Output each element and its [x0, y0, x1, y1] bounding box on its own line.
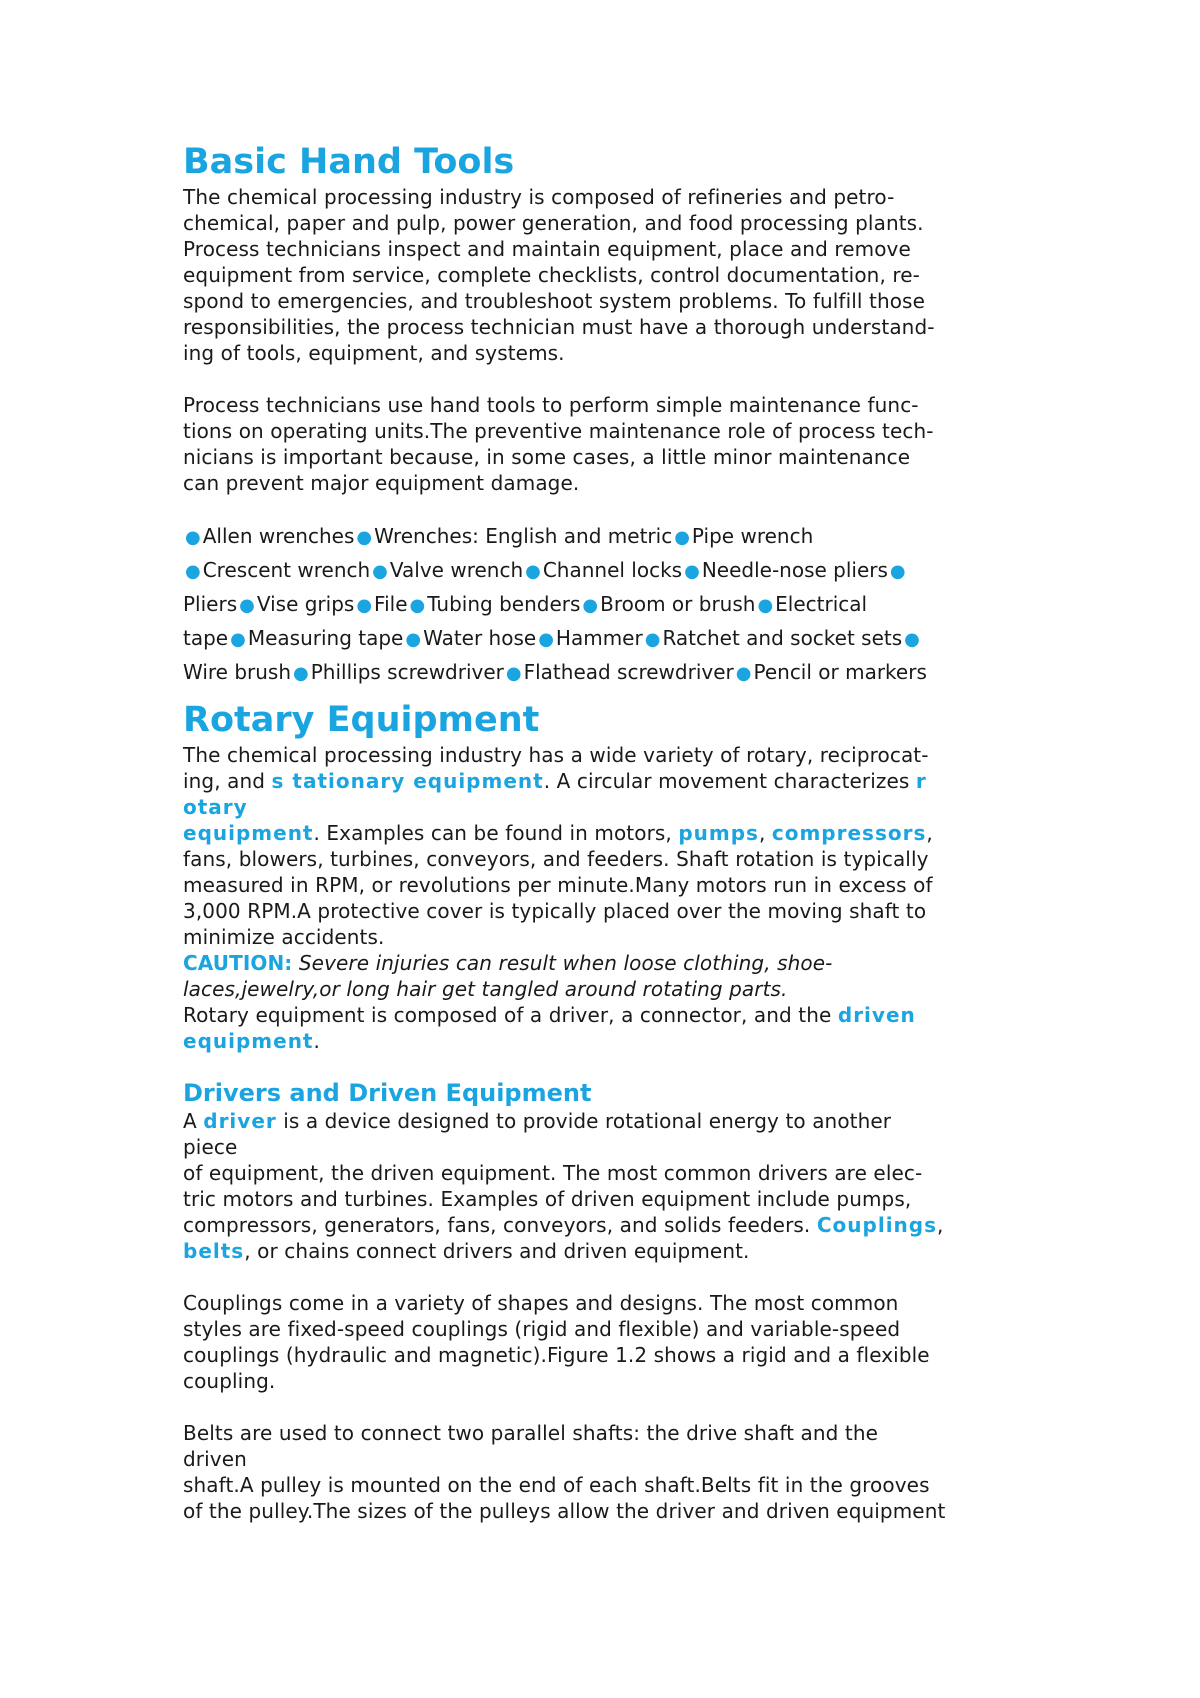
- term-couplings: Couplings: [816, 1213, 938, 1237]
- paragraph-couplings: [183, 1290, 1043, 1394]
- tool-item: Tubing benders: [427, 592, 581, 616]
- bullet-icon: ●: [525, 561, 541, 582]
- term-rotary-start: r: [915, 769, 927, 793]
- tool-item: Wire brush: [183, 660, 292, 684]
- paragraph-hand-tools: [183, 392, 1043, 496]
- bullet-icon: ●: [356, 527, 373, 548]
- text-line: tions on operating units.The preventive maintenance role of process tech-: [183, 419, 934, 443]
- text-line: Belts are used to connect two parallel shafts: the drive shaft and the: [183, 1421, 879, 1445]
- bullet-icon: ●: [372, 561, 388, 582]
- bullet-icon: ●: [674, 527, 690, 548]
- text-line: can prevent major equipment damage.: [183, 471, 580, 495]
- text-line: of equipment, the driven equipment. The most common drivers are elec-: [183, 1161, 923, 1185]
- text-run: , or chains connect drivers and driven equipment.: [244, 1239, 750, 1263]
- tool-item: Flathead screwdriver: [523, 660, 734, 684]
- text-run: .: [313, 1029, 320, 1053]
- bullet-icon: ●: [538, 629, 554, 650]
- tool-item: Allen wrenches: [202, 524, 355, 548]
- text-line: [183, 820, 1043, 846]
- tool-list-line: [183, 554, 1043, 588]
- caution-label: CAUTION:: [183, 951, 293, 975]
- tool-item: Electrical: [775, 592, 868, 616]
- text-run: . Examples can be found in motors,: [313, 821, 679, 845]
- tool-item: Crescent wrench: [202, 558, 371, 582]
- section-title-basic-hand-tools: Basic Hand Tools: [183, 142, 515, 182]
- text-line: measured in RPM, or revolutions per minute.Many motors run in excess of: [183, 873, 933, 897]
- bullet-icon: ●: [185, 561, 201, 582]
- text-line: The chemical processing industry has a wide variety of rotary, reciprocat-: [183, 743, 929, 767]
- paragraph-belts: [183, 1420, 1043, 1524]
- subsection-title-drivers: Drivers and Driven Equipment: [183, 1079, 592, 1107]
- bullet-icon: ●: [409, 595, 426, 616]
- term-pumps: pumps: [678, 821, 759, 845]
- text-line: [183, 768, 1043, 794]
- text-line: of the pulley.The sizes of the pulleys allow the driver and driven equipment: [183, 1499, 946, 1523]
- tool-item: Water hose: [423, 626, 537, 650]
- text-line: piece: [183, 1135, 238, 1159]
- text-line: spond to emergencies, and troubleshoot system problems. To fulfill those: [183, 289, 925, 313]
- term-stationary-equipment: s tationary equipment: [271, 769, 544, 793]
- bullet-icon: ●: [904, 629, 920, 650]
- caution-line: [183, 950, 1043, 976]
- bullet-icon: ●: [356, 595, 373, 616]
- tool-item: Hammer: [555, 626, 643, 650]
- term-equipment: equipment: [183, 821, 314, 845]
- text-run: ing, and: [183, 769, 272, 793]
- tool-item: Wrenches: English and metric: [374, 524, 673, 548]
- text-line: minimize accidents.: [183, 925, 385, 949]
- tool-item: File: [374, 592, 408, 616]
- text-run: Rotary equipment is composed of a driver, a connector, and the: [183, 1003, 838, 1027]
- term-compressors: compressors: [771, 821, 927, 845]
- tool-item: Broom or brush: [600, 592, 756, 616]
- text-line: Process technicians inspect and maintain equipment, place and remove: [183, 237, 911, 261]
- text-line: [183, 1108, 1043, 1134]
- bullet-icon: ●: [405, 629, 422, 650]
- term-belts: belts: [183, 1239, 245, 1263]
- text-line: shaft.A pulley is mounted on the end of each shaft.Belts fit in the grooves: [183, 1473, 930, 1497]
- text-run: ,: [926, 821, 933, 845]
- bullet-icon: ●: [185, 527, 201, 548]
- tool-item: Pliers: [183, 592, 238, 616]
- text-line: Process technicians use hand tools to perform simple maintenance func-: [183, 393, 919, 417]
- text-line: [183, 1238, 1043, 1264]
- term-driven: driven: [837, 1003, 916, 1027]
- text-line: 3,000 RPM.A protective cover is typically placed over the moving shaft to: [183, 899, 927, 923]
- bullet-icon: ●: [757, 595, 774, 616]
- term-rotary-cont: otary: [183, 795, 248, 819]
- text-line: responsibilities, the process technician must have a thorough understand-: [183, 315, 935, 339]
- text-run: ,: [937, 1213, 944, 1237]
- text-line: driven: [183, 1447, 247, 1471]
- caution-text: Severe injuries can result when loose clothing, shoe-: [292, 951, 833, 975]
- text-line: couplings (hydraulic and magnetic).Figure 1.2 shows a rigid and a flexible: [183, 1343, 930, 1367]
- text-line: [183, 1028, 1043, 1054]
- tool-item: Valve wrench: [389, 558, 524, 582]
- text-run: is a device designed to provide rotational energy to another: [276, 1109, 892, 1133]
- tool-item: Needle-nose pliers: [701, 558, 888, 582]
- paragraph-rotary: [183, 742, 1043, 1054]
- tool-item: Ratchet and socket sets: [662, 626, 903, 650]
- tool-list-line: [183, 622, 1043, 656]
- text-line: Couplings come in a variety of shapes and designs. The most common: [183, 1291, 899, 1315]
- caution-text: laces,jewelry,or long hair get tangled around rotating parts.: [183, 977, 788, 1001]
- tool-item: Pipe wrench: [691, 524, 814, 548]
- tool-item: Pencil or markers: [753, 660, 927, 684]
- text-line: styles are fixed-speed couplings (rigid and flexible) and variable-speed: [183, 1317, 901, 1341]
- text-run: . A circular movement characterizes: [543, 769, 916, 793]
- tool-item: Phillips screwdriver: [310, 660, 504, 684]
- text-line: [183, 1002, 1043, 1028]
- text-run: A: [183, 1109, 204, 1133]
- tool-list-line: [183, 588, 1043, 622]
- bullet-icon: ●: [644, 629, 661, 650]
- tool-item: Channel locks: [542, 558, 683, 582]
- tool-item: Vise grips: [256, 592, 355, 616]
- document-page: [183, 140, 1043, 1524]
- text-run: compressors, generators, fans, conveyors, and solids feeders.: [183, 1213, 817, 1237]
- tool-item: tape: [183, 626, 229, 650]
- tool-list-line: [183, 520, 1043, 554]
- paragraph-intro: [183, 184, 1043, 366]
- tool-item: Measuring tape: [247, 626, 404, 650]
- text-line: nicians is important because, in some cases, a little minor maintenance: [183, 445, 911, 469]
- section-title-rotary-equipment: Rotary Equipment: [183, 700, 540, 740]
- text-line: fans, blowers, turbines, conveyors, and feeders. Shaft rotation is typically: [183, 847, 929, 871]
- text-line: tric motors and turbines. Examples of driven equipment include pumps,: [183, 1187, 912, 1211]
- bullet-icon: ●: [505, 663, 522, 684]
- term-driver: driver: [203, 1109, 277, 1133]
- tool-list-line: [183, 656, 1043, 690]
- tool-list: [183, 520, 1043, 690]
- bullet-icon: ●: [735, 663, 752, 684]
- bullet-icon: ●: [889, 561, 906, 582]
- bullet-icon: ●: [293, 663, 309, 684]
- paragraph-drivers: [183, 1108, 1043, 1264]
- term-equipment: equipment: [183, 1029, 314, 1053]
- bullet-icon: ●: [582, 595, 599, 616]
- text-line: coupling.: [183, 1369, 276, 1393]
- bullet-icon: ●: [230, 629, 246, 650]
- text-line: ing of tools, equipment, and systems.: [183, 341, 565, 365]
- text-line: equipment from service, complete checklists, control documentation, re-: [183, 263, 920, 287]
- text-line: The chemical processing industry is composed of refineries and petro-: [183, 185, 895, 209]
- bullet-icon: ●: [239, 595, 255, 616]
- text-run: ,: [758, 821, 772, 845]
- text-line: chemical, paper and pulp, power generation, and food processing plants.: [183, 211, 924, 235]
- text-line: [183, 1212, 1043, 1238]
- bullet-icon: ●: [684, 561, 700, 582]
